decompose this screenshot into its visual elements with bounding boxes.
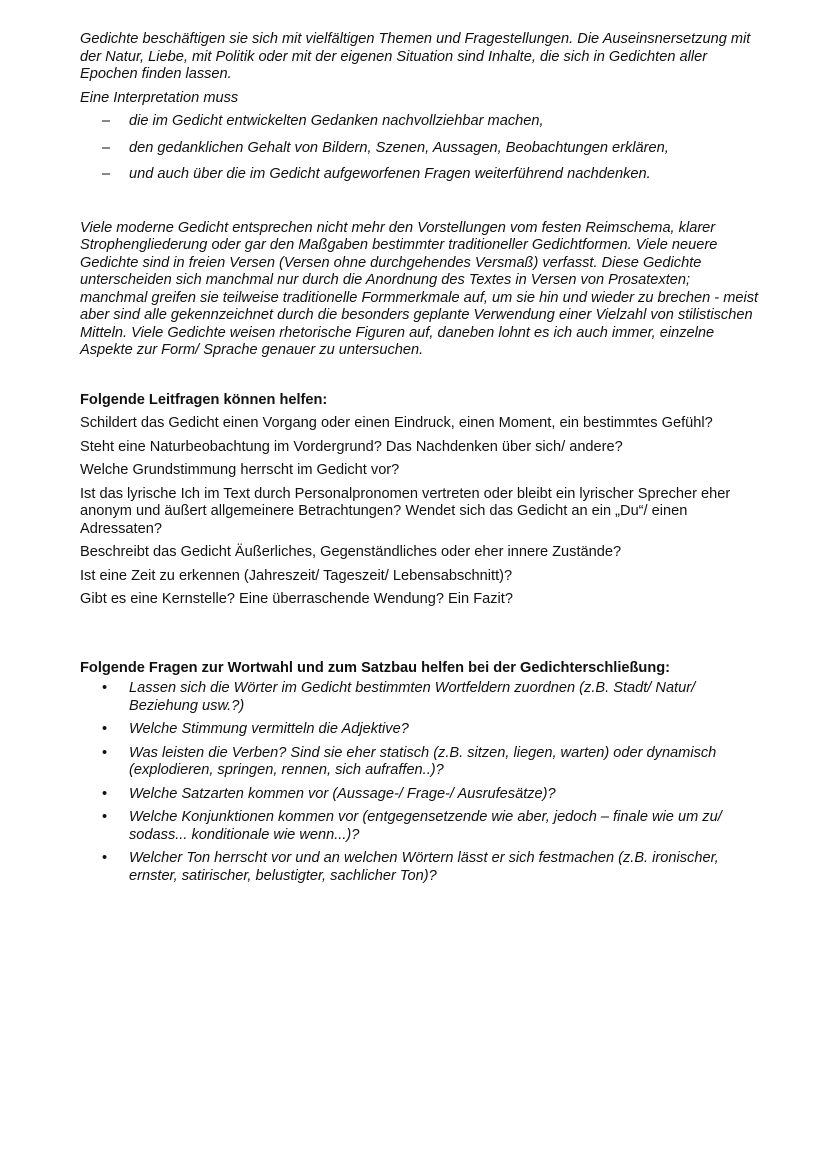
bullet-marker: • xyxy=(102,721,108,737)
document-page xyxy=(80,31,760,891)
leitfragen-section xyxy=(80,392,760,609)
list-item-text: Welche Konjunktionen kommen vor (entgegensetzende wie aber, jedoch – finale wie um zu/ sodass... konditionale wie wenn...)? xyxy=(129,809,722,843)
leitfrage: Ist das lyrische Ich im Text durch Personalpronomen vertreten oder bleibt ein lyrischer Sprecher eher anonym und äußert allgemeinere Betrachtungen? Wendet sich das Gedicht an ein „Du“/ einen Adressaten? xyxy=(80,485,731,537)
list-item xyxy=(80,809,760,844)
list-item xyxy=(80,680,760,715)
bullet-marker: • xyxy=(102,744,108,761)
list-item-text: Welche Stimmung vermitteln die Adjektive? xyxy=(129,721,409,737)
leitfragen-heading: Folgende Leitfragen können helfen: xyxy=(80,391,328,408)
wortwahl-heading: Folgende Fragen zur Wortwahl und zum Satzbau helfen bei der Gedichterschließung: xyxy=(80,659,671,676)
intro-section xyxy=(80,31,760,184)
list-item-text: Welche Satzarten kommen vor (Aussage-/ Frage-/ Ausrufesätze)? xyxy=(129,785,556,802)
list-item-text: und auch über die im Gedicht aufgeworfenen Fragen weiterführend nachdenken. xyxy=(129,166,651,182)
bullet-marker: • xyxy=(102,809,108,825)
list-item xyxy=(80,113,760,131)
list-item-text: den gedanklichen Gehalt von Bildern, Szenen, Aussagen, Beobachtungen erklären, xyxy=(129,139,669,156)
intro-paragraph: Gedichte beschäftigen sie sich mit vielfältigen Themen und Fragestellungen. Die Auseinsnersetzung mit der Natur, Liebe, mit Politik oder mit der eigenen Situation sind Inhalte, die sich in Gedichten aller Epochen finden lassen. xyxy=(80,31,751,82)
bullet-marker: • xyxy=(102,785,108,802)
list-item-text: Was leisten die Verben? Sind sie eher statisch (z.B. sitzen, liegen, warten) oder dynamisch (explodieren, springen, rennen, sich aufraffen..)? xyxy=(129,744,717,778)
interpretation-list xyxy=(80,113,760,184)
list-item xyxy=(80,786,760,804)
list-item xyxy=(80,721,760,739)
dash-marker: – xyxy=(102,139,111,156)
leitfrage: Steht eine Naturbeobachtung im Vordergrund? Das Nachdenken über sich/ andere? xyxy=(80,438,623,455)
leitfrage: Beschreibt das Gedicht Äußerliches, Gegenständliches oder eher innere Zustände? xyxy=(80,544,622,560)
leitfrage: Gibt es eine Kernstelle? Eine überraschende Wendung? Ein Fazit? xyxy=(80,591,513,607)
list-item xyxy=(80,850,760,885)
bullet-marker: • xyxy=(102,850,108,866)
modern-poems-paragraph: Viele moderne Gedicht entsprechen nicht mehr den Vorstellungen vom festen Reimschema, klarer Strophengliederung oder gar den Maßgaben bestimmter traditioneller Gedichtformen. Viele neuere Gedichte sind in freien Versen (Versen ohne durchgehendes Versmaß) verfasst. Diese Gedichte unterscheiden sich manchmal nur durch die Anordnung des Textes in Versen von Prosatexten; manchmal greifen sie teilweise traditionelle Formmerkmale auf, um sie hin und wieder zu brechen - meist aber sind alle gekennzeichnet durch die besonders geplante Verwendung einer Vielzahl von stilistischen Mitteln. Viele Gedichte weisen rhetorische Figuren auf, daneben lohnt es ich auch immer, einzelne Aspekte zur Form/ Sprache genauer zu untersuchen. xyxy=(80,219,759,358)
leitfrage: Welche Grundstimmung herrscht im Gedicht vor? xyxy=(80,462,400,478)
list-item-text: Welcher Ton herrscht vor und an welchen Wörtern lässt er sich festmachen (z.B. ironischer, ernster, satirischer, belustigter, sachlicher Ton)? xyxy=(129,850,719,884)
wortwahl-section xyxy=(80,660,760,886)
list-item xyxy=(80,166,760,184)
modern-poems-section xyxy=(80,220,760,360)
interpretation-lead: Eine Interpretation muss xyxy=(80,89,239,106)
dash-marker: – xyxy=(102,113,111,129)
list-item-text: die im Gedicht entwickelten Gedanken nachvollziehbar machen, xyxy=(129,113,544,129)
list-item-text: Lassen sich die Wörter im Gedicht bestimmten Wortfeldern zuordnen (z.B. Stadt/ Natur/ Beziehung usw.?) xyxy=(129,680,696,714)
leitfrage: Schildert das Gedicht einen Vorgang oder einen Eindruck, einen Moment, ein bestimmtes Gefühl? xyxy=(80,415,713,431)
dash-marker: – xyxy=(102,166,111,182)
list-item xyxy=(80,745,760,780)
list-item xyxy=(80,140,760,158)
leitfrage: Ist eine Zeit zu erkennen (Jahreszeit/ Tageszeit/ Lebensabschnitt)? xyxy=(80,567,513,584)
wortwahl-list xyxy=(80,680,760,885)
bullet-marker: • xyxy=(102,680,108,696)
